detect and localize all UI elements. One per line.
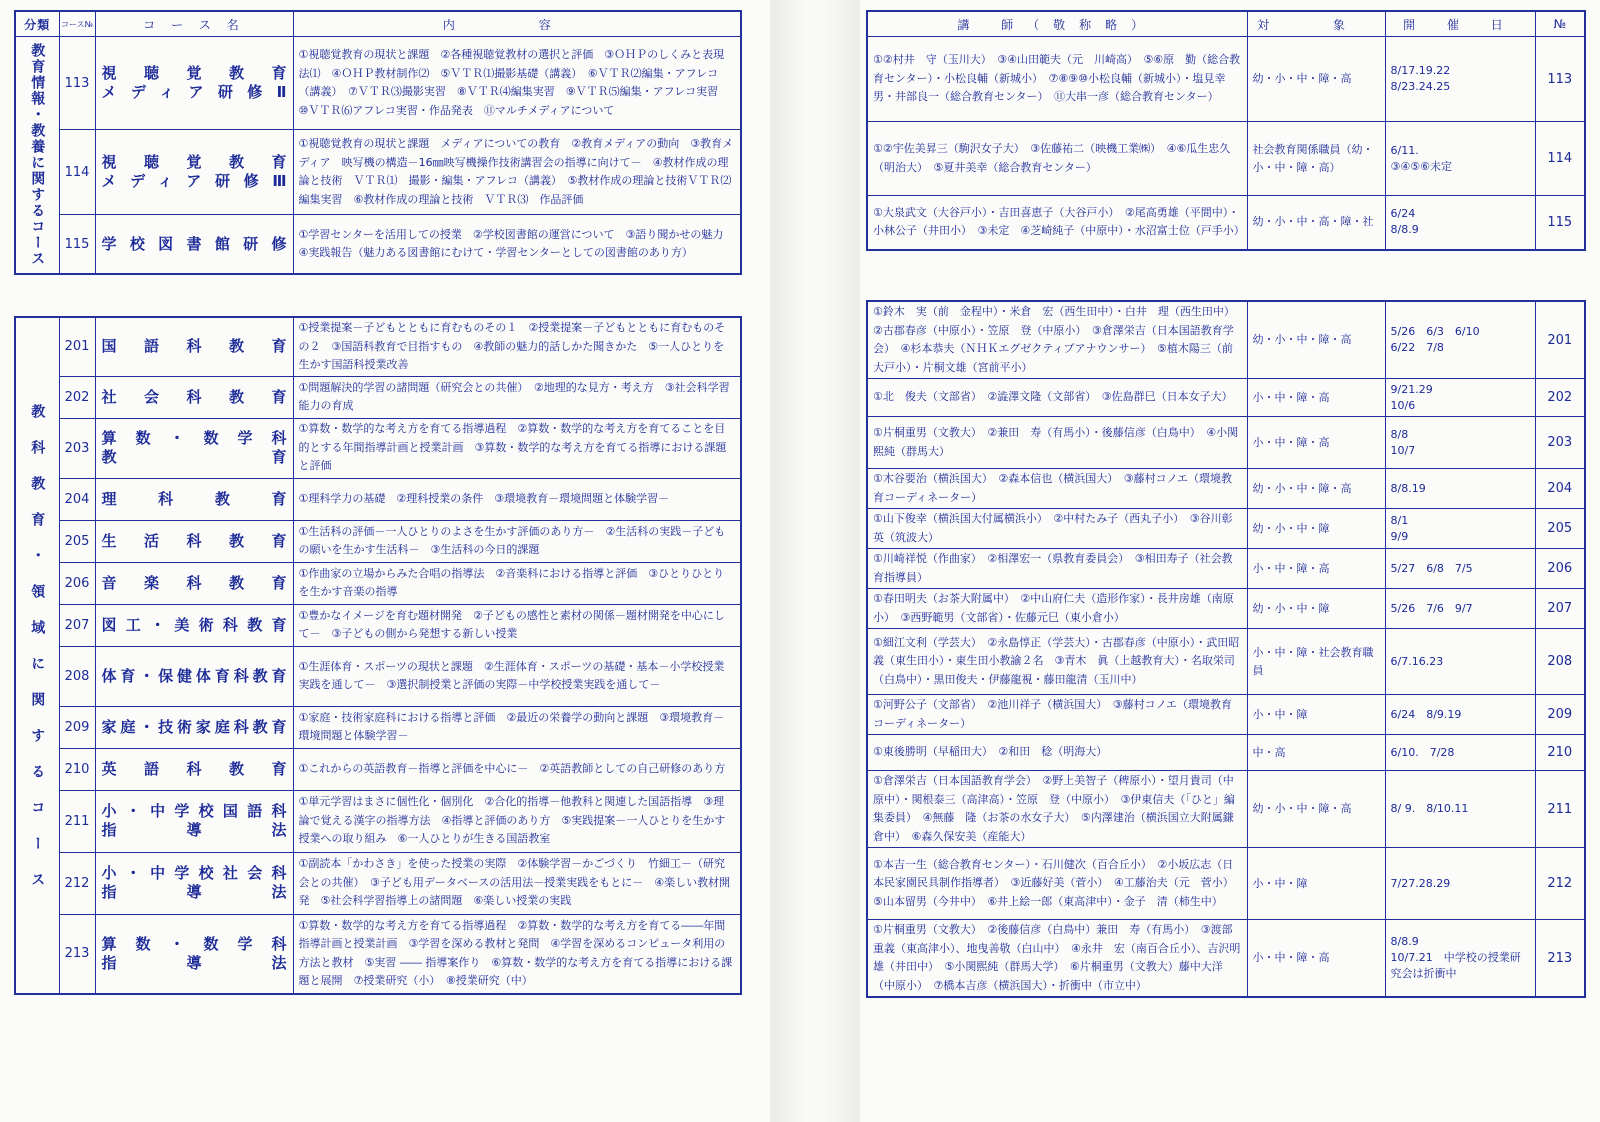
- row-number: 206: [1535, 549, 1585, 589]
- header-course-name: コ ー ス 名: [95, 11, 293, 37]
- course-content: ①作曲家の立場からみた合唱の指導法 ②音楽科における指導と評価 ③ひとりひとりを生かす音楽の指導: [293, 562, 741, 604]
- course-number: 206: [59, 562, 95, 604]
- lecturer-row: [867, 379, 1585, 417]
- date-line: 8/1: [1390, 513, 1409, 527]
- lecturer-cell: ①北 俊夫（文部省） ②澁澤文隆（文部省） ③佐島群巳（日本女子大）: [867, 379, 1247, 417]
- course-row: [15, 604, 741, 646]
- date-line: 6/11.: [1390, 143, 1419, 157]
- course-name: [95, 215, 293, 274]
- lecturer-row: [867, 695, 1585, 735]
- course-content: ①算数・数学的な考え方を育てる指導過程 ②算数・数学的な考え方を育てる――年間指導計画と授業計画 ③学習を深める教材と発問 ④学習を深めるコンピュータ利用の方法と教材 ⑤実習 ―― 指導案作り ⑥算数・数学的な考え方を育てる指導における課題と展開 ⑦授業研究（小） ⑧授業研究（中）: [293, 914, 741, 994]
- table-header-row: [867, 11, 1585, 37]
- course-name: [95, 376, 293, 418]
- dates-cell: [1385, 122, 1535, 196]
- lecturer-row: [867, 735, 1585, 771]
- date-line: 8/8.9: [1390, 223, 1419, 237]
- date-line: 9/9: [1390, 529, 1409, 543]
- course-name-line: 指 導 法: [101, 883, 287, 901]
- lecturer-row: [867, 509, 1585, 549]
- dates-cell: [1385, 196, 1535, 250]
- lecturer-cell: ①本吉一生（総合教育センター）・石川健次（百合丘小） ②小坂広志（日本民家園民具制作指導者） ③近藤好美（菅小） ④工藤治夫（元 菅小） ⑤山本留男（今井中） ⑥井上絵一郎（東高津中）・金子 清（柿生中）: [867, 848, 1247, 920]
- header-target: 対 象: [1247, 11, 1385, 37]
- lecturer-cell: ①春田明夫（お茶大附属中） ②中山府仁夫（造形作家）・長井房雄（南原小） ③西野範男（文部省）・佐藤元巳（東小倉小）: [867, 589, 1247, 629]
- target-cell: 小・中・障・高: [1247, 417, 1385, 469]
- course-number: 113: [59, 37, 95, 130]
- target-cell: 小・中・障: [1247, 848, 1385, 920]
- lecturer-cell: ①②宇佐美昇三（駒沢女子大） ③佐藤祐二（映機工業㈱） ④⑥瓜生忠久（明治大） ⑤夏井美幸（総合教育センター）: [867, 122, 1247, 196]
- date-line: 8/ 9. 8/10.11: [1390, 802, 1469, 815]
- course-table-info: [14, 10, 742, 275]
- course-row: [15, 130, 741, 215]
- course-content: ①理科学力の基礎 ②理科授業の条件 ③環境教育－環境問題と体験学習－: [293, 478, 741, 520]
- date-line: 9/21.29: [1390, 382, 1433, 396]
- course-name-line: 体育・保健体育科教育: [101, 666, 287, 685]
- course-number: 205: [59, 520, 95, 562]
- target-cell: 小・中・障・高: [1247, 920, 1385, 998]
- lecturer-cell: ①②村井 守（玉川大） ③④山田範夫（元 川崎高） ⑤⑥原 勤（総合教育センター）・小松良輔（新城小） ⑦⑧⑨⑩小松良輔（新城小）・塩見幸男・井部良一（総合教育センター） ⑪大串一彦（総合教育センター）: [867, 37, 1247, 122]
- row-number: 113: [1535, 37, 1585, 122]
- course-name: [95, 748, 293, 790]
- date-line: 8/8: [1390, 427, 1409, 441]
- target-cell: 小・中・障: [1247, 695, 1385, 735]
- header-no: №: [1535, 11, 1585, 37]
- dates-cell: [1385, 920, 1535, 998]
- lecturer-row: [867, 589, 1585, 629]
- course-name: [95, 706, 293, 748]
- dates-cell: [1385, 695, 1535, 735]
- course-number: 201: [59, 317, 95, 376]
- course-name: [95, 317, 293, 376]
- course-content: ①視聴覚教育の現状と課題 ②各種視聴覚教材の選択と評価 ③ＯＨＰのしくみと表現法⑴ ④ＯＨＰ教材制作⑵ ⑤ＶＴＲ⑴撮影基礎（講義） ⑥ＶＴＲ⑵編集・アフレコ（講義） ⑦ＶＴＲ⑶撮影実習 ⑧ＶＴＲ⑷編集実習 ⑨ＶＴＲ⑸編集・アフレコ実習 ⑩ＶＴＲ⑹アフレコ実習・作品発表 ⑪マルチメディアについて: [293, 37, 741, 130]
- course-row: [15, 215, 741, 274]
- date-line: ③④⑤⑥未定: [1390, 159, 1452, 173]
- course-content: ①問題解決的学習の諸問題（研究会との共催） ②地理的な見方・考え方 ③社会科学習能力の育成: [293, 376, 741, 418]
- course-name: [95, 130, 293, 215]
- course-row: [15, 852, 741, 914]
- course-content: ①学習センターを活用しての授業 ②学校図書館の運営について ③語り聞かせの魅力 ④実践報告（魅力ある図書館にむけて・学習センターとしての図書館のあり方）: [293, 215, 741, 274]
- lecturer-row: [867, 920, 1585, 998]
- course-name-line: 視 聴 覚 教 育: [101, 64, 287, 83]
- course-content: ①授業提案－子どもとともに育むものその１ ②授業提案－子どもとともに育むものその２ ③国語科教育で目指すもの ④教師の魅力的話しかた聞きかた ⑤一人ひとりを生かす国語科授業改善: [293, 317, 741, 376]
- lecturer-cell: ①山下俊幸（横浜国大付属横浜小） ②中村たみ子（西丸子小） ③谷川彰英（筑波大）: [867, 509, 1247, 549]
- dates-cell: [1385, 848, 1535, 920]
- course-number: 202: [59, 376, 95, 418]
- lecturer-cell: ①片桐重男（文教大） ②後藤信彦（白鳥中）兼田 寿（有馬小） ③渡部重義（東高津小）、地曳善敬（白山中） ④永井 宏（南百合丘小）、吉沢明雄（井田中） ⑤小関熙純（群馬大学） ⑥片桐重男（文教大）藤中大洋（中原小） ⑦橋本吉彦（横浜国大）・折衝中（市立中）: [867, 920, 1247, 998]
- course-name-line: メディア研修Ⅱ: [101, 83, 287, 102]
- target-cell: 幼・小・中・障・高: [1247, 771, 1385, 848]
- course-name: [95, 914, 293, 994]
- date-line: 10/7.21 中学校の授業研究会は折衝中: [1390, 951, 1521, 980]
- lecturer-cell: ①川崎祥悦（作曲家） ②相澤宏一（県教育委員会） ③相田寿子（社会教育指導員）: [867, 549, 1247, 589]
- date-line: 6/7.16.23: [1390, 654, 1444, 668]
- course-row: [15, 562, 741, 604]
- course-name: [95, 646, 293, 706]
- course-name: [95, 478, 293, 520]
- header-course-no: コース№: [59, 11, 95, 37]
- lecturer-cell: ①片桐重男（文教大） ②兼田 寿（有馬小）・後藤信彦（白鳥中） ④小関熙純（群馬大）: [867, 417, 1247, 469]
- course-row: [15, 646, 741, 706]
- date-line: 8/8.9: [1390, 935, 1419, 948]
- table-header-row: [15, 11, 741, 37]
- lecturer-cell: ①河野公子（文部省） ②池川祥子（横浜国大） ③藤村コノエ（環境教育コーディネーター）: [867, 695, 1247, 735]
- course-row: [15, 790, 741, 852]
- course-row: [15, 706, 741, 748]
- course-name-line: 小・中学校国語科: [101, 802, 287, 820]
- course-content: ①単元学習はまさに個性化・個別化 ②合化的指導－他教科と関連した国語指導 ③理論で覚える漢字の指導方法 ④指導と評価のあり方 ⑤実践提案－一人ひとりを生かす授業への取り組み ⑥一人ひとりが生きる国語教室: [293, 790, 741, 852]
- course-content: ①生涯体育・スポーツの現状と課題 ②生涯体育・スポーツの基礎・基本－小学校授業実践を通して－ ③選択制授業と評価の実際－中学校授業実践を通して－: [293, 646, 741, 706]
- lecturer-row: [867, 848, 1585, 920]
- target-cell: 幼・小・中・高・障・社: [1247, 196, 1385, 250]
- course-name-line: 指 導 法: [101, 953, 287, 972]
- course-name-line: 図工・美術科教育: [101, 615, 287, 634]
- row-number: 201: [1535, 301, 1585, 379]
- course-name-line: 指 導 法: [101, 821, 287, 839]
- dates-cell: [1385, 509, 1535, 549]
- course-name: [95, 418, 293, 478]
- row-number: 210: [1535, 735, 1585, 771]
- course-name-line: 家庭・技術家庭科教育: [101, 717, 287, 736]
- course-content: ①副読本「かわさき」を使った授業の実際 ②体験学習－かごづくり 竹細工－（研究会との共催） ③子ども用データベースの活用法－授業実践をもとに－ ④楽しい教材開発 ⑤社会科学習指導上の諸問題 ⑥楽しい授業の実践: [293, 852, 741, 914]
- course-content: ①視聴覚教育の現状と課題 メディアについての教育 ②教育メディアの動向 ③教育メディア 映写機の構造－16㎜映写機操作技術講習会の指導に向けて－ ④教材作成の理論と技術 ＶＴＲ⑴ 撮影・編集・アフレコ（講義） ⑤教材作成の理論と技術ＶＴＲ⑵ 編集実習 ⑥教材作成の理論と技術 ＶＴＲ⑶ 作品評価: [293, 130, 741, 215]
- course-row: [15, 376, 741, 418]
- course-content: ①家庭・技術家庭科における指導と評価 ②最近の栄養学の動向と課題 ③環境教育－環境問題と体験学習－: [293, 706, 741, 748]
- header-bunrui: 分類: [15, 11, 59, 37]
- dates-cell: [1385, 37, 1535, 122]
- date-line: 6/22 7/8: [1390, 341, 1444, 354]
- lecturer-row: [867, 771, 1585, 848]
- header-lecturer: 講 師（敬称略）: [867, 11, 1247, 37]
- lecturer-cell: ①木谷要治（横浜国大） ②森本信也（横浜国大） ③藤村コノエ（環境教育コーディネーター）: [867, 469, 1247, 509]
- lecturer-row: [867, 417, 1585, 469]
- course-name-line: 生 活 科 教 育: [101, 531, 287, 550]
- date-line: 7/27.28.29: [1390, 876, 1451, 890]
- row-number: 204: [1535, 469, 1585, 509]
- row-number: 115: [1535, 196, 1585, 250]
- row-number: 213: [1535, 920, 1585, 998]
- dates-cell: [1385, 549, 1535, 589]
- target-cell: 幼・小・中・障・高: [1247, 301, 1385, 379]
- dates-cell: [1385, 301, 1535, 379]
- row-number: 114: [1535, 122, 1585, 196]
- row-number: 205: [1535, 509, 1585, 549]
- row-number: 202: [1535, 379, 1585, 417]
- row-number: 211: [1535, 771, 1585, 848]
- target-cell: 幼・小・中・障: [1247, 509, 1385, 549]
- row-number: 203: [1535, 417, 1585, 469]
- course-name-line: 国 語 科 教 育: [101, 337, 287, 356]
- dates-cell: [1385, 469, 1535, 509]
- course-name-line: 視 聴 覚 教 育: [101, 153, 287, 172]
- course-row: [15, 478, 741, 520]
- date-line: 10/7: [1390, 443, 1416, 457]
- course-name-line: 社 会 科 教 育: [101, 387, 287, 406]
- row-number: 207: [1535, 589, 1585, 629]
- target-cell: 幼・小・中・障・高: [1247, 469, 1385, 509]
- lecturer-row: [867, 629, 1585, 695]
- date-line: 8/17.19.22: [1390, 64, 1451, 77]
- lecturer-table-subject: [866, 300, 1586, 998]
- row-number: 208: [1535, 629, 1585, 695]
- target-cell: 小・中・障・高: [1247, 549, 1385, 589]
- course-name-line: 算 数 ・ 数 学 科: [101, 429, 287, 447]
- target-cell: 幼・小・中・障・高: [1247, 37, 1385, 122]
- course-table-subject: [14, 316, 742, 995]
- lecturer-row: [867, 122, 1585, 196]
- course-name-line: 学校図書館研修: [101, 234, 287, 253]
- course-number: 114: [59, 130, 95, 215]
- lecturer-table-info: [866, 10, 1586, 251]
- dates-cell: [1385, 629, 1535, 695]
- target-cell: 小・中・障・社会教育職員: [1247, 629, 1385, 695]
- lecturer-row: [867, 469, 1585, 509]
- date-line: 5/26 6/3 6/10: [1390, 325, 1480, 338]
- target-cell: 小・中・障・高: [1247, 379, 1385, 417]
- course-name: [95, 604, 293, 646]
- date-line: 6/10. 7/28: [1390, 745, 1455, 759]
- course-name-line: メディア研修Ⅲ: [101, 172, 287, 191]
- course-name: [95, 852, 293, 914]
- date-line: 5/26 7/6 9/7: [1390, 601, 1473, 615]
- course-name: [95, 562, 293, 604]
- page-fold: [770, 0, 860, 1122]
- lecturer-cell: ①細江文利（学芸大） ②永島惇正（学芸大）・古郡春彦（中原小）・武田昭義（東生田小）・東生田小教諭２名 ③青木 眞（上越教育大）・名取栄司（白鳥中）・黒田俊夫・伊藤龍視・藤田龍清（玉川中）: [867, 629, 1247, 695]
- lecturer-cell: ①東後勝明（早稲田大） ②和田 稔（明海大）: [867, 735, 1247, 771]
- course-name-line: 教 育: [101, 448, 287, 466]
- course-name-line: 理 科 教 育: [101, 489, 287, 508]
- course-number: 207: [59, 604, 95, 646]
- lecturer-row: [867, 196, 1585, 250]
- course-name: [95, 790, 293, 852]
- dates-cell: [1385, 379, 1535, 417]
- date-line: 6/24 8/9.19: [1390, 707, 1462, 721]
- course-number: 115: [59, 215, 95, 274]
- header-dates: 開 催 日: [1385, 11, 1535, 37]
- date-line: 8/23.24.25: [1390, 80, 1451, 93]
- target-cell: 中・高: [1247, 735, 1385, 771]
- course-name-line: 小・中学校社会科: [101, 864, 287, 882]
- dates-cell: [1385, 589, 1535, 629]
- course-content: ①算数・数学的な考え方を育てる指導過程 ②算数・数学的な考え方を育てることを目的とする年間指導計画と授業計画 ③算数・数学的な考え方を育てる指導における課題と評価: [293, 418, 741, 478]
- course-number: 210: [59, 748, 95, 790]
- course-number: 213: [59, 914, 95, 994]
- dates-cell: [1385, 735, 1535, 771]
- course-name: [95, 37, 293, 130]
- course-row: [15, 914, 741, 994]
- row-number: 209: [1535, 695, 1585, 735]
- dates-cell: [1385, 417, 1535, 469]
- course-row: [15, 418, 741, 478]
- lecturer-row: [867, 549, 1585, 589]
- lecturer-cell: ①鈴木 実（前 金程中）・米倉 宏（西生田中）・白井 理（西生田中） ②古郡春彦（中原小）・笠原 登（中原小） ③倉澤栄吉（日本国語教育学会） ④杉本恭夫（ＮＨＫエグゼクティブアナウンサー） ⑤植木陽三（前 大戸小）・片桐文雄（宮前平小）: [867, 301, 1247, 379]
- lecturer-row: [867, 37, 1585, 122]
- date-line: 5/27 6/8 7/5: [1390, 561, 1473, 575]
- category-cell: 教科教育・領域に関するコース: [15, 317, 59, 994]
- course-number: 208: [59, 646, 95, 706]
- course-content: ①豊かなイメージを育む題材開発 ②子どもの感性と素材の関係－題材開発を中心にして－ ③子どもの側から発想する新しい授業: [293, 604, 741, 646]
- target-cell: 社会教育関係職員（幼・小・中・障・高）: [1247, 122, 1385, 196]
- lecturer-row: [867, 301, 1585, 379]
- course-name-line: 英 語 科 教 育: [101, 759, 287, 778]
- date-line: 6/24: [1390, 207, 1416, 221]
- dates-cell: [1385, 771, 1535, 848]
- course-number: 212: [59, 852, 95, 914]
- header-content: 内 容: [293, 11, 741, 37]
- course-row: [15, 748, 741, 790]
- course-name-line: 音 楽 科 教 育: [101, 573, 287, 592]
- target-cell: 幼・小・中・障: [1247, 589, 1385, 629]
- row-number: 212: [1535, 848, 1585, 920]
- lecturer-cell: ①倉澤栄吉（日本国語教育学会） ②野上美智子（稗原小）・望月貴司（中原中）・関根泰三（高津高）・笠原 登（中原小） ③伊東信夫（「ひと」編集委員） ④無藤 隆（お茶の水女子大） ⑤内澤建治（横浜国立大附属鎌倉中） ⑥森久保安美（産能大）: [867, 771, 1247, 848]
- date-line: 10/6: [1390, 398, 1416, 412]
- course-row: [15, 317, 741, 376]
- date-line: 8/8.19: [1390, 481, 1426, 495]
- course-number: 211: [59, 790, 95, 852]
- course-number: 203: [59, 418, 95, 478]
- lecturer-cell: ①大泉武文（大谷戸小）・吉田喜恵子（大谷戸小） ②尾高勇雄（平間中）・小林公子（井田小） ③未定 ④芝崎純子（中原中）・水沼富士位（戸手小）: [867, 196, 1247, 250]
- course-number: 204: [59, 478, 95, 520]
- course-name-line: 算 数 ・ 数 学 科: [101, 934, 287, 953]
- course-row: [15, 520, 741, 562]
- course-number: 209: [59, 706, 95, 748]
- course-name: [95, 520, 293, 562]
- course-content: ①生活科の評価－一人ひとりのよさを生かす評価のあり方－ ②生活科の実践－子どもの願いを生かす生活科－ ③生活科の今日的課題: [293, 520, 741, 562]
- course-content: ①これからの英語教育－指導と評価を中心に－ ②英語教師としての自己研修のあり方: [293, 748, 741, 790]
- category-cell: 教育情報・教養に関するコース: [15, 37, 59, 275]
- course-row: [15, 37, 741, 130]
